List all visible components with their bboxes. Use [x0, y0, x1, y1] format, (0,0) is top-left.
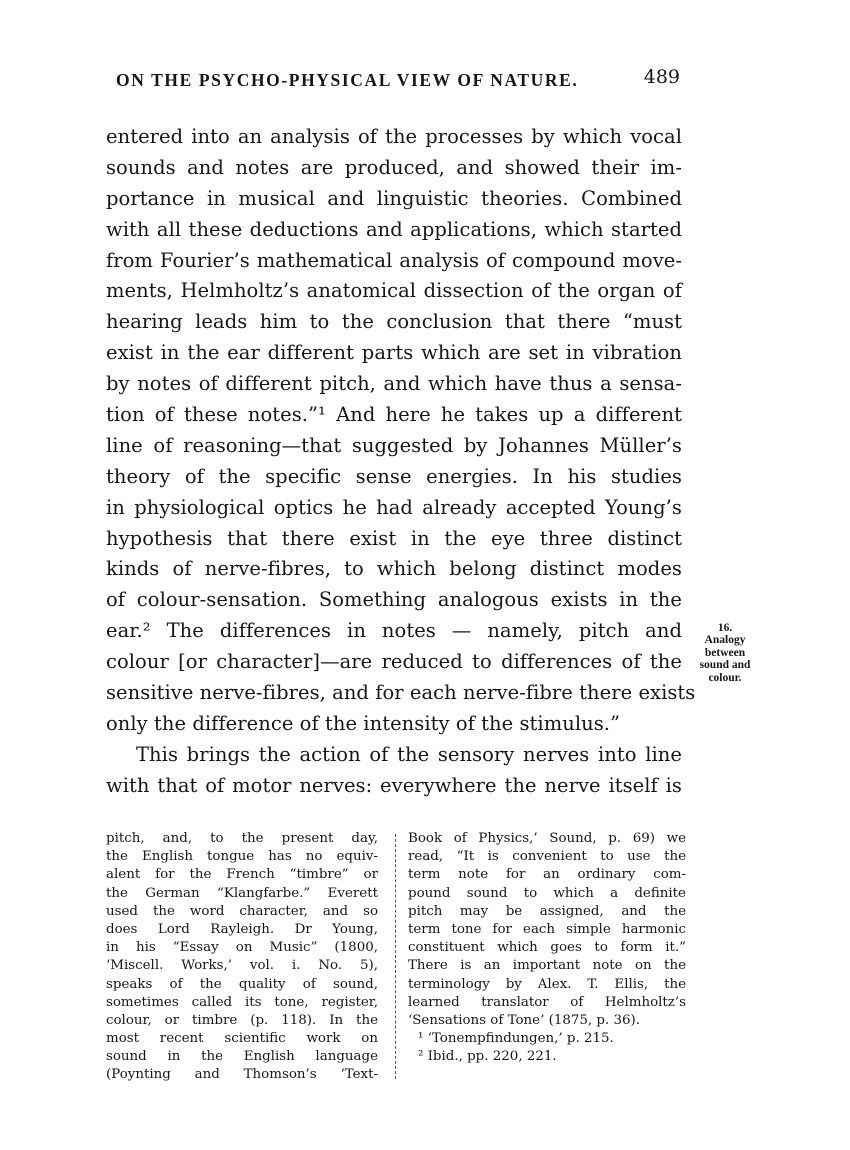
column-divider	[395, 834, 396, 1079]
text-line: by notes of different pitch, and which have thus a sensa-	[106, 372, 682, 396]
text-line: sounds and notes are produced, and showed their im-	[106, 155, 682, 179]
running-head	[116, 66, 682, 94]
footnote-line: pitch may be assigned, and the	[408, 903, 686, 919]
footnote-line: read, “It is convenient to use the	[408, 849, 686, 865]
footnote-line: There is an important note on the	[408, 958, 686, 974]
text-line: line of reasoning—that suggested by Johannes Müller’s	[106, 433, 682, 457]
text-line: colour [or character]—are reduced to differences of the	[106, 650, 682, 674]
footnote-line: alent for the French “timbre” or	[106, 867, 378, 883]
page-number: 489	[643, 66, 680, 88]
marginal-note-line: colour.	[708, 671, 742, 684]
text-line: theory of the specific sense energies. In his studies	[106, 464, 682, 488]
footnote-line: Book of Physics,’ Sound, p. 69) we	[408, 831, 686, 846]
footnote-column-right	[408, 830, 686, 1066]
text-line: tion of these notes.”¹ And here he takes up a different	[106, 403, 682, 427]
footnote-line: ‘Sensations of Tone’ (1875, p. 36).	[408, 1012, 641, 1028]
footnote-line: learned translator of Helmholtz’s	[408, 994, 686, 1010]
text-line: portance in musical and linguistic theories. Combined	[106, 186, 682, 210]
text-line: ments, Helmholtz’s anatomical dissection of the organ of	[106, 279, 682, 303]
paragraph-end-line: only the difference of the intensity of the stimulus.”	[106, 711, 621, 735]
footnote-1: ¹ ‘Tonempfindungen,’ p. 215.	[418, 1031, 614, 1047]
text-line: from Fourier’s mathematical analysis of compound move-	[106, 248, 682, 272]
text-line: hypothesis that there exist in the eye three distinct	[106, 526, 682, 550]
main-text	[106, 122, 696, 802]
footnote-line: ‘Miscell. Works,’ vol. i. No. 5),	[106, 958, 378, 974]
footnote-line: most recent scientific work on	[106, 1031, 378, 1047]
footnote-line: sometimes called its tone, register,	[106, 994, 378, 1010]
footnote-line: (Poynting and Thomson’s ‘Text-	[106, 1067, 378, 1083]
footnote-column-left	[106, 830, 378, 1085]
footnote-line: the German “Klangfarbe.” Everett	[106, 885, 378, 901]
footnote-line: colour, or timbre (p. 118). In the	[106, 1012, 378, 1028]
footnote-line: sound in the English language	[106, 1049, 378, 1065]
marginal-note-line: between	[704, 646, 746, 659]
marginal-note-number: 16.	[717, 622, 733, 634]
marginal-note-line: sound and	[699, 659, 751, 672]
text-line: with that of motor nerves: everywhere the nerve itself is	[106, 773, 682, 797]
footnote-line: pound sound to which a definite	[408, 885, 686, 901]
footnote-line: used the word character, and so	[106, 903, 378, 919]
footnotes	[106, 830, 686, 1083]
running-title: ON THE PSYCHO-PHYSICAL VIEW OF NATURE.	[116, 70, 579, 90]
text-line: entered into an analysis of the processes by which vocal	[106, 125, 682, 148]
text-line: kinds of nerve-fibres, to which belong distinct modes	[106, 557, 682, 581]
footnote-line: speaks of the quality of sound,	[106, 976, 378, 992]
text-line: with all these deductions and applications, which started	[106, 217, 682, 241]
footnote-line: constituent which goes to form it.”	[408, 940, 686, 956]
footnote-line: term tone for each simple harmonic	[408, 921, 686, 937]
marginal-note	[688, 622, 762, 684]
footnote-line: the English tongue has no equiv-	[106, 849, 378, 865]
marginal-note-line: Analogy	[704, 634, 746, 647]
text-line: exist in the ear different parts which are set in vibration	[106, 341, 682, 365]
paragraph-start-line: This brings the action of the sensory nerves into line	[136, 742, 682, 766]
footnote-2: ² Ibid., pp. 220, 221.	[418, 1049, 557, 1065]
footnote-line: term note for an ordinary com-	[408, 867, 686, 883]
text-line: hearing leads him to the conclusion that there “must	[106, 310, 682, 334]
footnote-line: in his “Essay on Music” (1800,	[106, 940, 378, 956]
footnote-line: pitch, and, to the present day,	[106, 831, 378, 846]
text-line: sensitive nerve-fibres, and for each nerve-fibre there exists	[106, 681, 696, 705]
text-line: ear.² The differences in notes — namely, pitch and	[106, 619, 682, 643]
text-line: of colour-sensation. Something analogous exists in the	[106, 588, 682, 612]
text-line: in physiological optics he had already accepted Young’s	[106, 495, 682, 519]
footnote-line: does Lord Rayleigh. Dr Young,	[106, 921, 378, 937]
footnote-line: terminology by Alex. T. Ellis, the	[408, 976, 686, 992]
